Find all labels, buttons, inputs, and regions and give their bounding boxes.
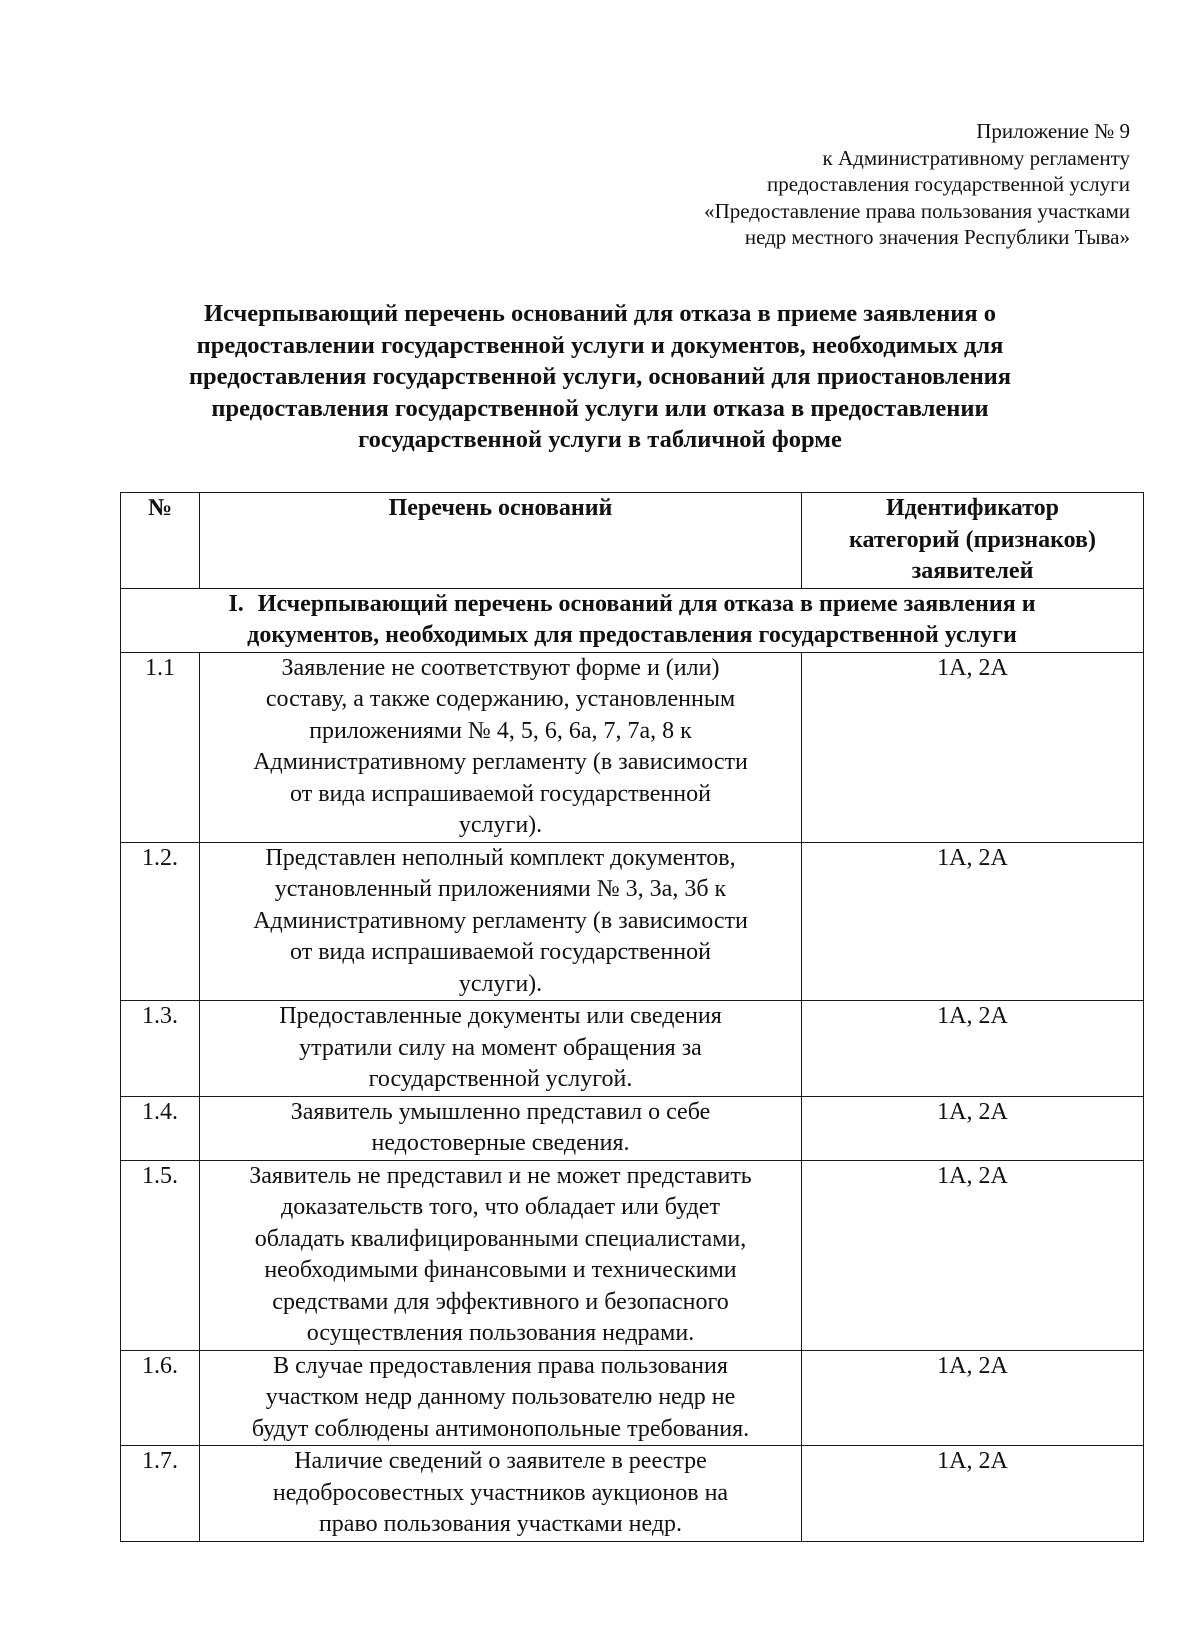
grounds-line: от вида испрашиваемой государственной [290,780,711,807]
grounds-line: Заявление не соответствуют форме и (или) [281,654,720,681]
table-row [121,1096,1144,1160]
row-grounds-text [200,1446,802,1542]
table-row [121,842,1144,1001]
row-number: 1.4. [121,1096,200,1160]
table-header-row [121,493,1144,589]
table-row [121,1350,1144,1446]
row-grounds-text [200,1160,802,1350]
grounds-line: будут соблюдены антимонопольные требования. [251,1415,750,1442]
section-number: I. [228,590,244,617]
grounds-line: Заявитель умышленно представил о себе [290,1098,711,1125]
grounds-line: приложениями № 4, 5, 6, 6а, 7, 7а, 8 к [309,717,692,744]
section-text: Исчерпывающий перечень оснований для отказа в приеме заявления и [257,590,1036,617]
annex-line: Приложение № 9 [976,119,1130,143]
row-applicant-identifier: 1А, 2А [802,1350,1144,1446]
grounds-line: установленный приложениями № 3, 3а, 3б к [274,876,727,902]
grounds-line: Административному регламенту (в зависимости [253,749,748,775]
grounds-line: недобросовестных участников аукционов на [272,1479,729,1506]
grounds-line: участком недр данному пользователю недр не [265,1384,736,1410]
title-line: государственной услуги в табличной форме [358,426,842,453]
row-number: 1.1 [121,652,200,842]
table-row [121,1446,1144,1542]
section-row [121,588,1144,652]
table-row [121,652,1144,842]
grounds-line: от вида испрашиваемой государственной [290,939,711,965]
grounds-line: право пользования участками недр. [318,1511,683,1537]
document-title [100,298,1100,456]
grounds-line: осуществления пользования недрами. [306,1320,695,1346]
grounds-line: доказательств того, что обладает или будет [281,1194,720,1220]
section-heading [121,588,1144,652]
grounds-line: Наличие сведений о заявителе в реестре [294,1448,707,1474]
row-number: 1.5. [121,1160,200,1350]
annex-reference [570,118,1130,251]
row-grounds-text [200,1096,802,1160]
row-applicant-identifier: 1А, 2А [802,1001,1144,1097]
row-number: 1.7. [121,1446,200,1542]
row-grounds-text [200,1001,802,1097]
table-row [121,1001,1144,1097]
header-identifier-line: заявителей [911,558,1034,584]
title-line: Исчерпывающий перечень оснований для отказа в приеме заявления о [203,300,997,327]
title-line: предоставления государственной услуги или отказа в предоставлении [211,394,989,422]
grounds-table [120,492,1144,1542]
grounds-line: Предоставленные документы или сведения [279,1003,722,1029]
grounds-line: необходимыми финансовыми и техническими [264,1257,737,1283]
header-identifier [802,493,1144,589]
grounds-line: обладать квалифицированными специалистами, [254,1225,747,1252]
row-grounds-text [200,842,802,1001]
row-applicant-identifier: 1А, 2А [802,1160,1144,1350]
header-grounds: Перечень оснований [200,493,802,589]
row-applicant-identifier: 1А, 2А [802,652,1144,842]
grounds-line: государственной услугой. [368,1066,633,1092]
header-number: № [121,493,200,589]
grounds-line: Представлен неполный комплект документов, [265,844,736,871]
section-line: документов, необходимых для предоставления государственной услуги [247,622,1017,648]
annex-line: предоставления государственной услуги [767,172,1130,196]
row-applicant-identifier: 1А, 2А [802,1096,1144,1160]
grounds-line: утратили силу на момент обращения за [299,1034,702,1061]
grounds-line: недостоверные сведения. [371,1130,630,1156]
header-identifier-line: категорий (признаков) [849,526,1096,553]
grounds-line: Заявитель не представил и не может представить [249,1162,752,1189]
annex-line: «Предоставление права пользования участками [704,198,1130,223]
row-number: 1.2. [121,842,200,1001]
title-line: предоставления государственной услуги, оснований для приостановления [188,363,1012,390]
grounds-line: средствами для эффективного и безопасного [272,1288,729,1315]
row-grounds-text [200,1350,802,1446]
grounds-line: услуги). [458,812,543,838]
row-grounds-text [200,652,802,842]
row-applicant-identifier: 1А, 2А [802,1446,1144,1542]
row-applicant-identifier: 1А, 2А [802,842,1144,1001]
grounds-line: В случае предоставления права пользования [273,1352,728,1379]
table-row [121,1160,1144,1350]
row-number: 1.3. [121,1001,200,1097]
grounds-line: Административному регламенту (в зависимости [253,907,748,934]
row-number: 1.6. [121,1350,200,1446]
title-line: предоставлении государственной услуги и документов, необходимых для [196,331,1004,359]
section-line [121,589,1143,621]
annex-line: недр местного значения Республики Тыва» [744,225,1130,249]
grounds-line: услуги). [458,970,543,997]
annex-line: к Административному регламенту [822,145,1130,170]
grounds-line: составу, а также содержанию, установленным [265,686,736,712]
header-identifier-line: Идентификатор [885,495,1059,521]
